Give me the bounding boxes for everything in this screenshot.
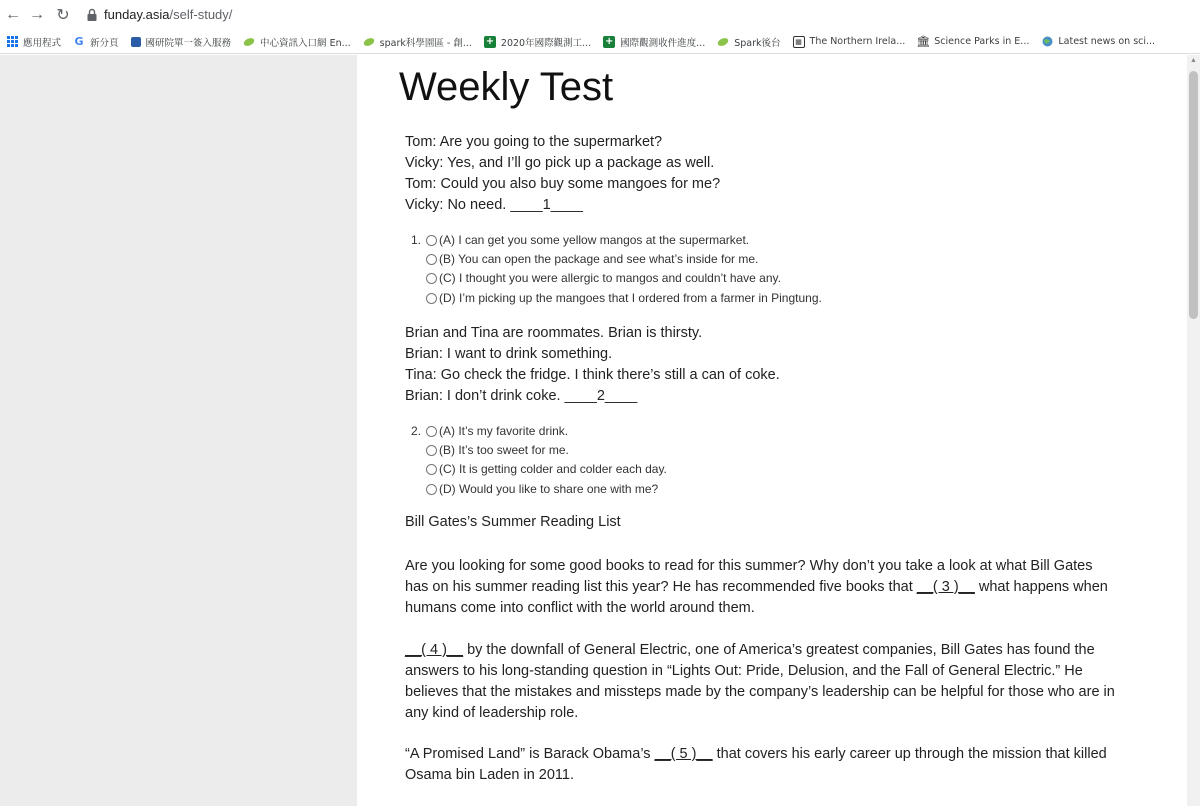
question-number: 1. — [410, 233, 421, 247]
blank-4: __( 4 )__ — [405, 642, 464, 658]
radio-q2-a[interactable] — [426, 426, 437, 437]
bookmarks-bar — [0, 30, 1200, 54]
page-title: Weekly Test — [399, 65, 614, 109]
bookmark-label: Latest news on sci... — [1058, 36, 1156, 47]
bookmark-spark-park[interactable] — [363, 35, 472, 49]
building-icon: 🏛 — [916, 35, 931, 48]
option-label: (B) You can open the package and see what’s inside for me. — [439, 252, 759, 267]
option-label: (D) Would you like to share one with me? — [439, 481, 659, 496]
bookmark-spark-admin[interactable] — [717, 35, 780, 49]
apps-grid-icon — [6, 36, 18, 48]
leaf-icon — [243, 36, 255, 48]
radio-q1-d[interactable] — [426, 293, 437, 304]
url-host: funday.asia — [104, 7, 170, 22]
bookmark-label: Spark後台 — [734, 37, 781, 49]
option-label: (A) I can get you some yellow mangos at the supermarket. — [439, 233, 750, 247]
bookmark-label: 新分頁 — [90, 37, 119, 49]
bookmark-label: spark科學園區 - 創... — [379, 37, 472, 49]
option-label: (D) I’m picking up the mangoes that I ordered from a farmer in Pingtung. — [439, 290, 822, 305]
blank-3: __( 3 )__ — [916, 579, 975, 595]
dialog-line: Vicky: Yes, and I’ll go pick up a package as well. — [405, 155, 715, 171]
scrollbar-thumb[interactable] — [1189, 71, 1198, 319]
bookmark-observation-progress[interactable] — [603, 35, 705, 49]
leaf-icon — [363, 36, 375, 48]
dialog-line: Vicky: No need. ____1____ — [405, 197, 583, 213]
option-label: (B) It’s too sweet for me. — [439, 443, 569, 458]
radio-q1-c[interactable] — [426, 273, 437, 284]
radio-q2-d[interactable] — [426, 484, 437, 495]
bookmark-latest-news[interactable] — [1041, 36, 1155, 48]
bookmark-narlabs-sso[interactable] — [131, 35, 232, 49]
question-number: 2. — [410, 424, 421, 438]
lock-icon — [86, 8, 98, 22]
back-arrow-icon[interactable]: ← — [5, 6, 21, 23]
option-label: (C) It is getting colder and colder each day. — [439, 462, 667, 477]
bookmark-center-portal[interactable] — [243, 35, 351, 49]
question-1 — [405, 231, 822, 308]
dialog-line: Brian: I want to drink something. — [405, 346, 613, 362]
bookmark-label: The Northern Irela... — [809, 36, 906, 47]
site-icon — [131, 37, 141, 47]
bookmark-new-tab[interactable] — [73, 35, 119, 49]
bookmark-label: 國際觀測收件進度... — [620, 37, 706, 49]
article-paragraph-3 — [405, 744, 1117, 786]
page-content — [357, 55, 1187, 806]
dialog-line: Brian: I don’t drink coke. ____2____ — [405, 388, 638, 404]
dialog-line: Tina: Go check the fridge. I think there’s still a can of coke. — [405, 367, 780, 383]
scroll-up-arrow-icon[interactable]: ▲ — [1190, 57, 1197, 64]
address-bar[interactable] — [86, 7, 232, 22]
question-2 — [405, 422, 667, 499]
grid-icon: ▦ — [793, 36, 805, 48]
vertical-scrollbar[interactable] — [1187, 55, 1200, 806]
radio-q2-c[interactable] — [426, 464, 437, 475]
plus-green-icon: + — [485, 36, 495, 47]
article-text: by the downfall of General Electric, one of America’s greatest companies, Bill Gates has found the answers to his long-standing question in “Lights Out: Pride, Delusion, and the Fall of General Electric.” He believes that the mistakes and missteps made by the company’s leadership can be helpful for those who are in any kind of leadership role. — [405, 642, 1115, 721]
bookmark-label: Science Parks in E... — [934, 36, 1030, 47]
radio-q1-a[interactable] — [426, 235, 437, 246]
bookmark-label: 中心資訊入口網 En... — [260, 37, 351, 49]
bookmark-apps[interactable] — [6, 35, 61, 49]
globe-icon — [1041, 36, 1053, 48]
dialog-line: Brian and Tina are roommates. Brian is thirsty. — [405, 325, 703, 341]
url-path: /self-study/ — [169, 7, 233, 22]
page-left-margin — [0, 55, 357, 806]
bookmark-label: 2020年國際觀測工... — [500, 37, 592, 49]
article-paragraph-1 — [405, 556, 1117, 619]
blank-5: __( 5 )__ — [654, 746, 713, 762]
dialog-line: Tom: Could you also buy some mangoes for me? — [405, 176, 721, 192]
bookmark-northern-ireland[interactable] — [793, 36, 906, 48]
bookmark-science-parks[interactable] — [917, 36, 1029, 48]
plus-green-icon: + — [604, 36, 614, 47]
article-text: what happens when humans come into conflict with the world around them. — [405, 579, 1108, 616]
article-text: that covers his early career up through the mission that killed Osama bin Laden in 2011. — [405, 746, 1107, 783]
option-label: (C) I thought you were allergic to mangos and couldn’t have any. — [439, 271, 781, 286]
bookmark-label: 國研院單一簽入服務 — [145, 37, 232, 49]
google-icon: G — [74, 35, 84, 48]
article-text: “A Promised Land” is Barack Obama’s — [405, 746, 655, 762]
article-paragraph-2 — [405, 640, 1117, 724]
radio-q2-b[interactable] — [426, 445, 437, 456]
reload-icon[interactable]: ↻ — [56, 7, 70, 24]
bookmark-2020-observation[interactable] — [484, 35, 591, 49]
bookmark-label: 應用程式 — [23, 37, 62, 49]
article-heading: Bill Gates’s Summer Reading List — [405, 514, 621, 530]
radio-q1-b[interactable] — [426, 254, 437, 265]
forward-arrow-icon[interactable]: → — [29, 6, 45, 23]
dialog-line: Tom: Are you going to the supermarket? — [405, 134, 663, 150]
leaf-icon — [717, 36, 729, 48]
option-label: (A) It’s my favorite drink. — [439, 424, 569, 438]
article-text: Are you looking for some good books to read for this summer? Why don’t you take a look at what Bill Gates has on his summer reading list this year? He has recommended five books that — [405, 558, 1093, 595]
browser-toolbar — [0, 0, 1200, 30]
